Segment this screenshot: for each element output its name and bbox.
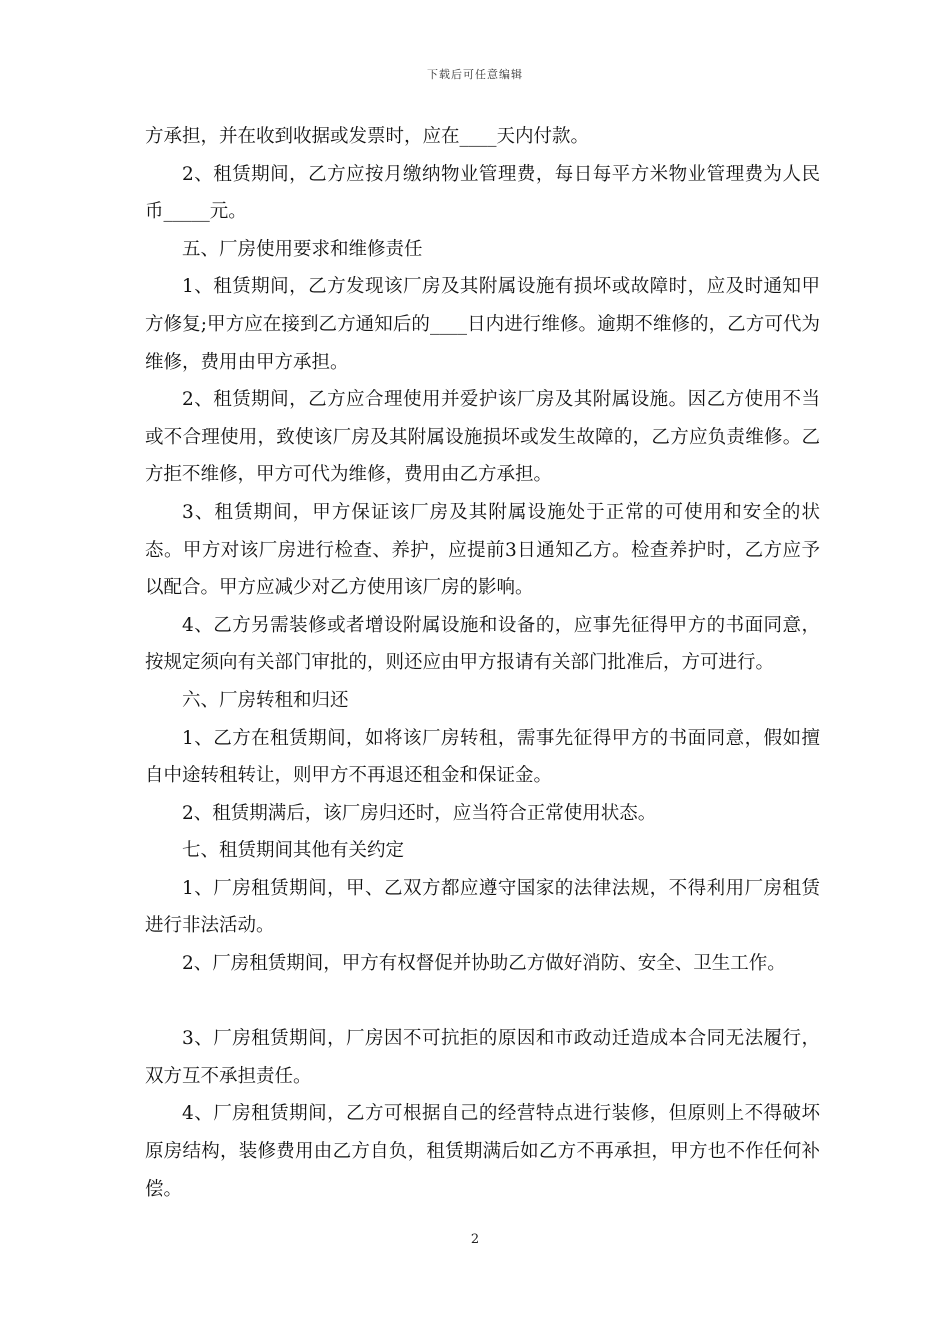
paragraph-sublease: 1、乙方在租赁期间，如将该厂房转租，需事先征得甲方的书面同意，假如擅自中途转租转让，则甲方不再退还租金和保证金。 xyxy=(145,727,820,787)
paragraph-renovation-approval: 4、乙方另需装修或者增设附属设施和设备的，应事先征得甲方的书面同意，按规定须向有关部门审批的，则还应由甲方报请有关部门批准后，方可进行。 xyxy=(145,614,820,674)
paragraph-repair-notice: 1、租赁期间，乙方发现该厂房及其附属设施有损坏或故障时，应及时通知甲方修复;甲方应在接到乙方通知后的____日内进行维修。逾期不维修的，乙方可代为维修，费用由甲方承担。 xyxy=(145,276,820,373)
paragraph-return-condition: 2、租赁期满后，该厂房归还时，应当符合正常使用状态。 xyxy=(182,802,657,824)
document-body xyxy=(145,118,820,1208)
blank-line xyxy=(145,983,820,1021)
section-heading-usage-maintenance: 五、厂房使用要求和维修责任 xyxy=(182,238,423,260)
paragraph-safe-condition: 3、租赁期间，甲方保证该厂房及其附属设施处于正常的可使用和安全的状态。甲方对该厂房进行检查、养护，应提前3日通知乙方。检查养护时，乙方应予以配合。甲方应减少对乙方使用该厂房的影响。 xyxy=(145,501,820,599)
section-heading-sublease-return: 六、厂房转租和归还 xyxy=(182,689,349,711)
paragraph-force-majeure: 3、厂房租赁期间，厂房因不可抗拒的原因和市政动迁造成本合同无法履行，双方互不承担责任。 xyxy=(145,1028,820,1087)
paragraph-safety-supervision: 2、厂房租赁期间，甲方有权督促并协助乙方做好消防、安全、卫生工作。 xyxy=(182,953,786,975)
page-header: 下载后可任意编辑 xyxy=(427,68,523,81)
section-heading-other-agreements: 七、租赁期间其他有关约定 xyxy=(182,840,405,862)
paragraph-proper-use: 2、租赁期间，乙方应合理使用并爱护该厂房及其附属设施。因乙方使用不当或不合理使用，致使该厂房及其附属设施损坏或发生故障的，乙方应负责维修。乙方拒不维修，甲方可代为维修，费用由乙方承担。 xyxy=(145,389,820,486)
paragraph-payment-continuation: 方承担，并在收到收据或发票时，应在____天内付款。 xyxy=(145,126,590,147)
paragraph-legal-compliance: 1、厂房租赁期间，甲、乙双方都应遵守国家的法律法规，不得利用厂房租赁进行非法活动。 xyxy=(145,877,820,937)
paragraph-property-fee: 2、租赁期间，乙方应按月缴纳物业管理费，每日每平方米物业管理费为人民币_____元。 xyxy=(145,163,820,223)
page-number: 2 xyxy=(470,1232,480,1247)
paragraph-decoration: 4、厂房租赁期间，乙方可根据自己的经营特点进行装修，但原则上不得破坏原房结构，装修费用由乙方自负，租赁期满后如乙方不再承担，甲方也不作任何补偿。 xyxy=(145,1103,820,1200)
